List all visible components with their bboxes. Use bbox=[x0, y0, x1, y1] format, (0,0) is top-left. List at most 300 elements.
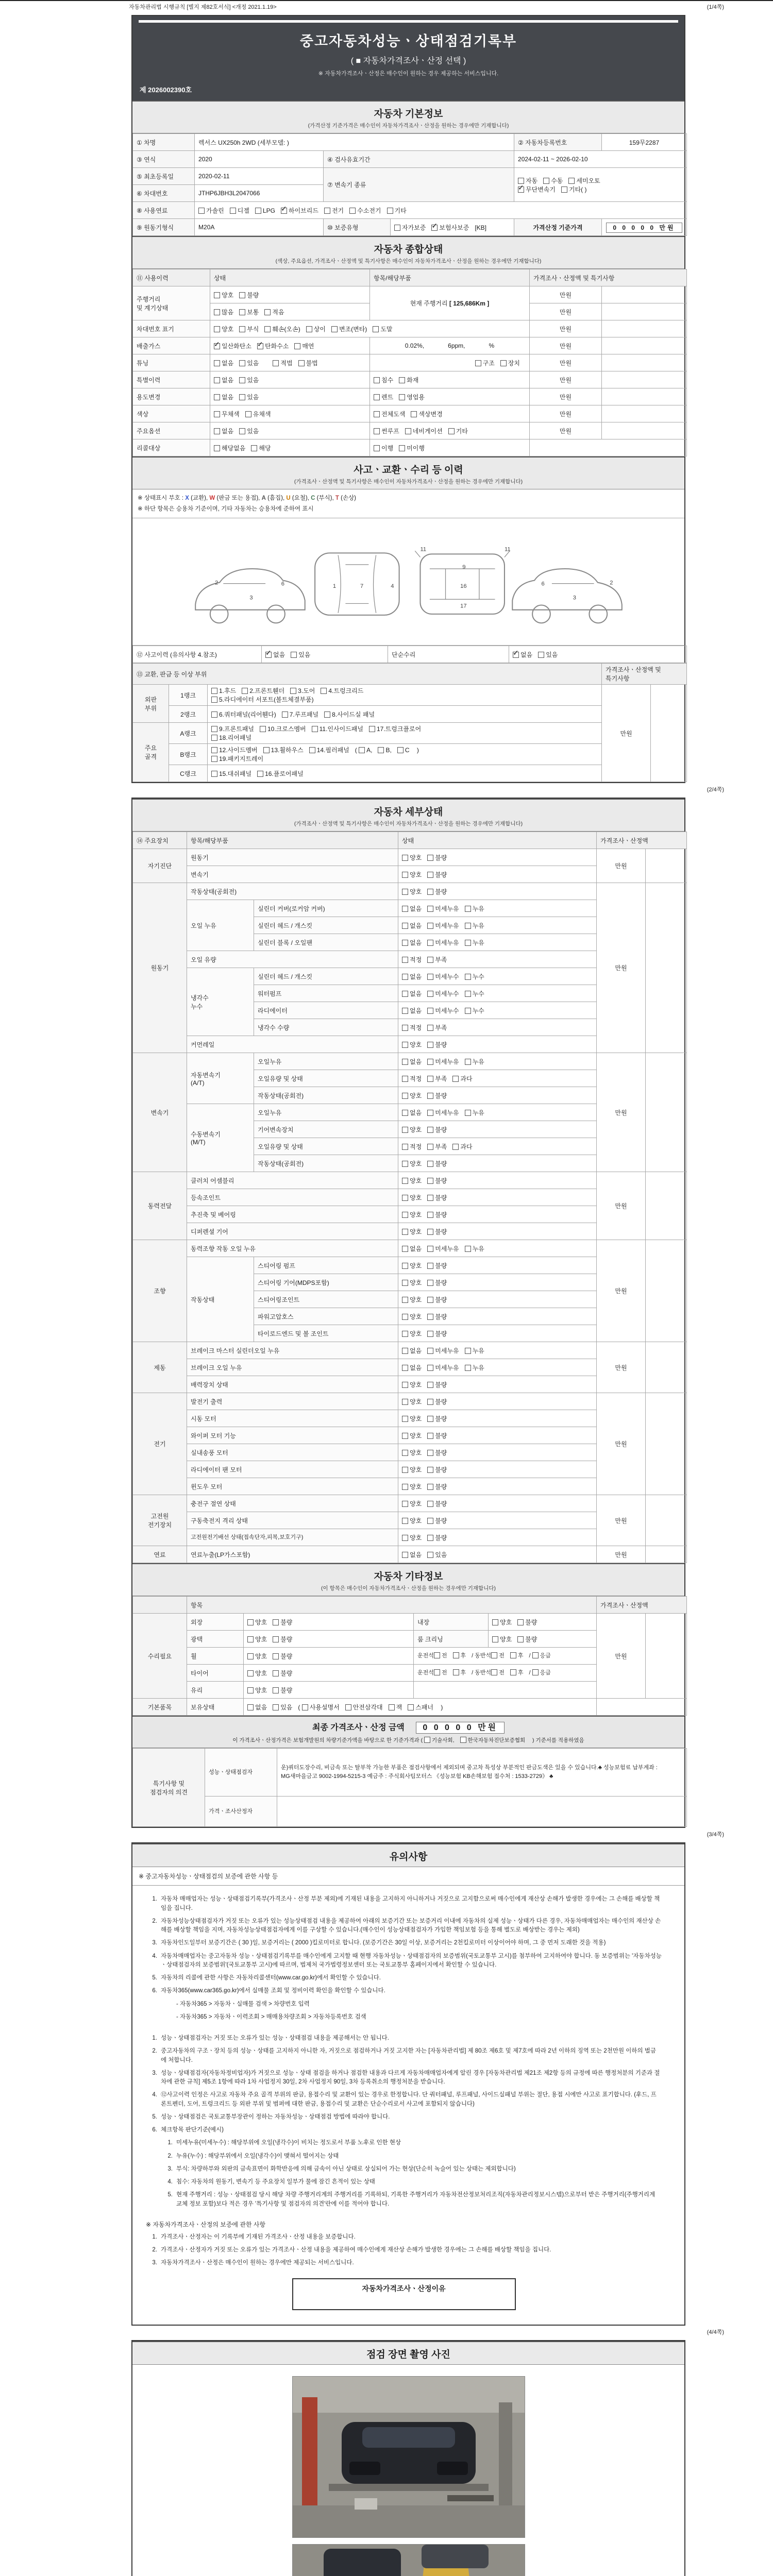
checkbox-10.크로스멤버[interactable]: 10.크로스멤버 bbox=[260, 724, 306, 733]
checkbox-icon[interactable] bbox=[465, 1110, 471, 1116]
checkbox-전체도색[interactable]: 전체도색 bbox=[374, 410, 405, 418]
checkbox-불량[interactable]: 불량 bbox=[517, 1635, 537, 1643]
checkbox-icon[interactable] bbox=[402, 1450, 408, 1456]
checkbox-양호[interactable]: 양호 bbox=[402, 1448, 422, 1457]
checkbox-3.도어[interactable]: 3.도어 bbox=[290, 686, 315, 695]
checkbox-해당[interactable]: 해당 bbox=[251, 444, 271, 452]
checkbox-icon[interactable] bbox=[424, 1737, 430, 1743]
checkbox-icon[interactable] bbox=[402, 1518, 408, 1524]
checkbox-icon[interactable] bbox=[230, 208, 236, 214]
checkbox-icon[interactable] bbox=[568, 178, 575, 184]
checkbox-없음[interactable]: ✓ 없음 bbox=[265, 650, 285, 659]
checkbox-icon[interactable] bbox=[402, 1008, 408, 1014]
checkbox-양호[interactable]: 양호 bbox=[402, 1380, 422, 1389]
checkbox-불량[interactable]: 불량 bbox=[427, 1176, 447, 1185]
checkbox-icon[interactable] bbox=[491, 1669, 497, 1675]
checkbox-훼손(오손)[interactable]: 훼손(오손) bbox=[264, 325, 300, 333]
checkbox-icon[interactable] bbox=[427, 974, 433, 980]
checkbox-미세누수[interactable]: 미세누수 bbox=[427, 972, 459, 981]
checkbox-미세누유[interactable]: 미세누유 bbox=[427, 1363, 459, 1372]
checkbox-icon[interactable] bbox=[402, 974, 408, 980]
checkbox-미세누유[interactable]: 미세누유 bbox=[427, 938, 459, 947]
checkbox-부족[interactable]: 부족 bbox=[427, 1142, 447, 1151]
checkbox-불량[interactable]: 불량 bbox=[427, 1329, 447, 1338]
checkbox-icon[interactable] bbox=[273, 1670, 279, 1676]
checkbox-부족[interactable]: 부족 bbox=[427, 955, 447, 964]
checkbox-없음[interactable]: 없음 bbox=[214, 427, 233, 435]
checkbox-icon[interactable] bbox=[282, 711, 288, 718]
checkbox-icon[interactable] bbox=[561, 187, 567, 193]
checkbox-불량[interactable]: 불량 bbox=[427, 1091, 447, 1100]
checkbox-icon[interactable] bbox=[402, 1110, 408, 1116]
checkbox-전[interactable]: 전 bbox=[491, 1652, 505, 1660]
checkbox-icon[interactable] bbox=[427, 957, 433, 963]
checkbox-불량[interactable]: 불량 bbox=[427, 1516, 447, 1525]
checkbox-색상변경[interactable]: 색상변경 bbox=[411, 410, 442, 418]
checkbox-icon[interactable] bbox=[257, 343, 263, 349]
checkbox-icon[interactable] bbox=[331, 326, 338, 332]
checkbox-icon[interactable] bbox=[402, 991, 408, 997]
checkbox-불량[interactable]: 불량 bbox=[273, 1686, 292, 1694]
checkbox-icon[interactable] bbox=[427, 1212, 433, 1218]
checkbox-화재[interactable]: 화재 bbox=[399, 376, 418, 384]
checkbox-icon[interactable] bbox=[427, 1484, 433, 1490]
checkbox-icon[interactable] bbox=[374, 394, 380, 400]
checkbox-icon[interactable] bbox=[247, 1687, 254, 1693]
checkbox-icon[interactable] bbox=[402, 1076, 408, 1082]
checkbox-부족[interactable]: 부족 bbox=[427, 1023, 447, 1032]
checkbox-icon[interactable] bbox=[427, 1127, 433, 1133]
checkbox-양호[interactable]: 양호 bbox=[402, 1533, 422, 1542]
checkbox-icon[interactable] bbox=[402, 906, 408, 912]
checkbox-icon[interactable] bbox=[306, 326, 312, 332]
checkbox-불량[interactable]: 불량 bbox=[427, 870, 447, 879]
checkbox-icon[interactable] bbox=[427, 923, 433, 929]
checkbox-불량[interactable]: 불량 bbox=[427, 1397, 447, 1406]
checkbox-가솔린[interactable]: 가솔린 bbox=[198, 206, 224, 215]
checkbox-icon[interactable] bbox=[247, 1653, 254, 1659]
checkbox-icon[interactable] bbox=[427, 1416, 433, 1422]
checkbox-침수[interactable]: 침수 bbox=[374, 376, 393, 384]
checkbox-icon[interactable] bbox=[349, 208, 356, 214]
checkbox-icon[interactable] bbox=[369, 726, 375, 732]
checkbox-icon[interactable] bbox=[324, 711, 330, 718]
checkbox-장치[interactable]: 장치 bbox=[500, 359, 520, 367]
checkbox-icon[interactable] bbox=[427, 1246, 433, 1252]
checkbox-도말[interactable]: 도말 bbox=[373, 325, 392, 333]
checkbox-icon[interactable] bbox=[273, 1687, 279, 1693]
checkbox-자가보증[interactable]: 자가보증 bbox=[394, 223, 426, 232]
checkbox-이행[interactable]: 이행 bbox=[374, 444, 393, 452]
checkbox-icon[interactable] bbox=[239, 428, 245, 434]
checkbox-icon[interactable] bbox=[402, 1399, 408, 1405]
checkbox-icon[interactable] bbox=[427, 1178, 433, 1184]
checkbox-미세누유[interactable]: 미세누유 bbox=[427, 1346, 459, 1355]
checkbox-A,[interactable]: A, bbox=[359, 747, 372, 754]
checkbox-없음[interactable]: 없음 bbox=[247, 1703, 267, 1711]
checkbox-icon[interactable] bbox=[239, 360, 245, 366]
checkbox-양호[interactable]: 양호 bbox=[402, 1040, 422, 1049]
checkbox-icon[interactable] bbox=[324, 208, 330, 214]
checkbox-미세누유[interactable]: 미세누유 bbox=[427, 1244, 459, 1253]
checkbox-icon[interactable] bbox=[402, 1535, 408, 1541]
checkbox-양호[interactable]: 양호 bbox=[402, 1176, 422, 1185]
checkbox-icon[interactable] bbox=[264, 326, 271, 332]
checkbox-수동[interactable]: 수동 bbox=[543, 176, 563, 185]
checkbox-없음[interactable]: 없음 bbox=[402, 1057, 422, 1066]
checkbox-icon[interactable] bbox=[239, 394, 245, 400]
checkbox-icon[interactable] bbox=[427, 1518, 433, 1524]
checkbox-icon[interactable] bbox=[427, 1263, 433, 1269]
checkbox-icon[interactable] bbox=[242, 688, 248, 694]
checkbox-C[interactable]: C bbox=[397, 747, 410, 754]
checkbox-불량[interactable]: 불량 bbox=[239, 291, 259, 299]
checkbox-icon[interactable] bbox=[402, 957, 408, 963]
checkbox-후[interactable]: 후 bbox=[453, 1669, 466, 1677]
checkbox-있음[interactable]: 있음 bbox=[291, 650, 310, 659]
checkbox-icon[interactable] bbox=[214, 394, 220, 400]
checkbox-icon[interactable] bbox=[245, 411, 251, 417]
checkbox-12.사이드멤버[interactable]: 12.사이드멤버 bbox=[211, 745, 258, 754]
checkbox-icon[interactable] bbox=[475, 360, 481, 366]
checkbox-6.쿼터패널(리어휀다)[interactable]: 6.쿼터패널(리어휀다) bbox=[211, 710, 276, 719]
checkbox-없음[interactable]: 없음 bbox=[402, 921, 422, 930]
checkbox-icon[interactable] bbox=[434, 1652, 440, 1658]
checkbox-icon[interactable] bbox=[257, 771, 263, 777]
checkbox-누유[interactable]: 누유 bbox=[465, 921, 484, 930]
checkbox-icon[interactable] bbox=[402, 1331, 408, 1337]
checkbox-icon[interactable] bbox=[402, 1314, 408, 1320]
checkbox-양호[interactable]: 양호 bbox=[402, 1397, 422, 1406]
checkbox-누수[interactable]: 누수 bbox=[465, 1006, 484, 1015]
checkbox-미세누유[interactable]: 미세누유 bbox=[427, 904, 459, 913]
checkbox-icon[interactable] bbox=[510, 1669, 516, 1675]
checkbox-icon[interactable] bbox=[345, 1704, 351, 1710]
checkbox-icon[interactable] bbox=[405, 428, 411, 434]
checkbox-1.후드[interactable]: 1.후드 bbox=[211, 686, 236, 695]
checkbox-전[interactable]: 전 bbox=[434, 1652, 447, 1660]
checkbox-보험사보증[interactable]: ✓ 보험사보증 bbox=[431, 223, 469, 232]
checkbox-icon[interactable] bbox=[465, 1008, 471, 1014]
checkbox-icon[interactable] bbox=[273, 1653, 279, 1659]
checkbox-미세누유[interactable]: 미세누유 bbox=[427, 921, 459, 930]
checkbox-13.휠하우스[interactable]: 13.휠하우스 bbox=[263, 745, 304, 754]
checkbox-스패너[interactable]: 스패너 bbox=[408, 1703, 433, 1711]
checkbox-icon[interactable] bbox=[427, 889, 433, 895]
checkbox-icon[interactable] bbox=[427, 1144, 433, 1150]
checkbox-icon[interactable] bbox=[408, 1704, 414, 1710]
checkbox-icon[interactable] bbox=[427, 855, 433, 861]
checkbox-icon[interactable] bbox=[402, 923, 408, 929]
checkbox-icon[interactable] bbox=[374, 411, 380, 417]
checkbox-불량[interactable]: 불량 bbox=[273, 1618, 292, 1626]
checkbox-불량[interactable]: 불량 bbox=[427, 1278, 447, 1287]
checkbox-불량[interactable]: 불량 bbox=[427, 1312, 447, 1321]
checkbox-icon[interactable] bbox=[427, 1433, 433, 1439]
checkbox-icon[interactable] bbox=[402, 1212, 408, 1218]
checkbox-없음[interactable]: 없음 bbox=[214, 376, 233, 384]
checkbox-icon[interactable] bbox=[302, 1704, 308, 1710]
checkbox-icon[interactable] bbox=[309, 747, 315, 753]
checkbox-icon[interactable] bbox=[211, 735, 217, 741]
checkbox-icon[interactable] bbox=[427, 1501, 433, 1507]
checkbox-icon[interactable] bbox=[239, 377, 245, 383]
checkbox-icon[interactable] bbox=[453, 1652, 459, 1658]
checkbox-불량[interactable]: 불량 bbox=[427, 1261, 447, 1270]
checkbox-icon[interactable] bbox=[402, 1263, 408, 1269]
checkbox-icon[interactable] bbox=[402, 1297, 408, 1303]
checkbox-icon[interactable] bbox=[374, 428, 380, 434]
checkbox-후[interactable]: 후 bbox=[510, 1669, 524, 1677]
checkbox-없음[interactable]: 없음 bbox=[402, 938, 422, 947]
checkbox-있음[interactable]: 있음 bbox=[239, 427, 259, 435]
checkbox-불량[interactable]: 불량 bbox=[427, 853, 447, 862]
checkbox-icon[interactable] bbox=[427, 1195, 433, 1201]
checkbox-있음[interactable]: 있음 bbox=[239, 359, 259, 367]
checkbox-불량[interactable]: 불량 bbox=[427, 1159, 447, 1168]
checkbox-미세누유[interactable]: 미세누유 bbox=[427, 1057, 459, 1066]
checkbox-icon[interactable] bbox=[402, 1501, 408, 1507]
checkbox-icon[interactable] bbox=[402, 1552, 408, 1558]
checkbox-icon[interactable] bbox=[453, 1669, 459, 1675]
checkbox-icon[interactable] bbox=[312, 726, 318, 732]
checkbox-icon[interactable] bbox=[402, 1433, 408, 1439]
checkbox-불량[interactable]: 불량 bbox=[427, 1380, 447, 1389]
checkbox-불량[interactable]: 불량 bbox=[427, 1210, 447, 1219]
checkbox-icon[interactable] bbox=[214, 377, 220, 383]
checkbox-icon[interactable] bbox=[427, 1535, 433, 1541]
checkbox-불량[interactable]: 불량 bbox=[273, 1652, 292, 1660]
checkbox-icon[interactable] bbox=[492, 1636, 498, 1642]
checkbox-네비게이션[interactable]: 네비게이션 bbox=[405, 427, 443, 435]
checkbox-icon[interactable] bbox=[402, 1042, 408, 1048]
checkbox-누유[interactable]: 누유 bbox=[465, 1057, 484, 1066]
checkbox-icon[interactable] bbox=[427, 1314, 433, 1320]
checkbox-전기[interactable]: 전기 bbox=[324, 206, 344, 215]
checkbox-icon[interactable] bbox=[402, 1348, 408, 1354]
checkbox-렌트[interactable]: 렌트 bbox=[374, 393, 393, 401]
checkbox-icon[interactable] bbox=[518, 187, 524, 193]
checkbox-icon[interactable] bbox=[291, 652, 297, 658]
checkbox-icon[interactable] bbox=[427, 1467, 433, 1473]
checkbox-양호[interactable]: 양호 bbox=[402, 1193, 422, 1202]
checkbox-icon[interactable] bbox=[211, 756, 217, 762]
checkbox-불량[interactable]: 불량 bbox=[427, 1125, 447, 1134]
checkbox-icon[interactable] bbox=[402, 1467, 408, 1473]
checkbox-icon[interactable] bbox=[402, 1365, 408, 1371]
checkbox-icon[interactable] bbox=[263, 747, 270, 753]
checkbox-18.리어패널[interactable]: 18.리어패널 bbox=[211, 733, 251, 742]
checkbox-icon[interactable] bbox=[211, 771, 217, 777]
checkbox-탄화수소[interactable]: ✓ 탄화수소 bbox=[257, 342, 289, 350]
checkbox-과다[interactable]: 과다 bbox=[452, 1142, 472, 1151]
checkbox-매연[interactable]: 매연 bbox=[294, 342, 314, 350]
checkbox-icon[interactable] bbox=[214, 445, 220, 451]
checkbox-불량[interactable]: 불량 bbox=[273, 1669, 292, 1677]
checkbox-전[interactable]: 전 bbox=[434, 1669, 447, 1677]
checkbox-불량[interactable]: 불량 bbox=[427, 1193, 447, 1202]
checkbox-양호[interactable]: 양호 bbox=[247, 1652, 267, 1660]
checkbox-양호[interactable]: 양호 bbox=[402, 1210, 422, 1219]
checkbox-부식[interactable]: 부식 bbox=[239, 325, 259, 333]
checkbox-icon[interactable] bbox=[239, 309, 245, 315]
checkbox-icon[interactable] bbox=[399, 394, 405, 400]
checkbox-양호[interactable]: 양호 bbox=[214, 325, 233, 333]
checkbox-없음[interactable]: 없음 bbox=[214, 393, 233, 401]
checkbox-icon[interactable] bbox=[211, 711, 217, 718]
checkbox-icon[interactable] bbox=[214, 428, 220, 434]
checkbox-icon[interactable] bbox=[402, 1093, 408, 1099]
checkbox-적음[interactable]: 적음 bbox=[264, 308, 284, 316]
checkbox-icon[interactable] bbox=[247, 1636, 254, 1642]
checkbox-icon[interactable] bbox=[402, 855, 408, 861]
checkbox-누수[interactable]: 누수 bbox=[465, 972, 484, 981]
checkbox-누유[interactable]: 누유 bbox=[465, 1363, 484, 1372]
checkbox-icon[interactable] bbox=[264, 309, 271, 315]
checkbox-없음[interactable]: 없음 bbox=[214, 359, 233, 367]
checkbox-적정[interactable]: 적정 bbox=[402, 955, 422, 964]
checkbox-응급[interactable]: 응급 bbox=[532, 1652, 551, 1660]
checkbox-icon[interactable] bbox=[394, 225, 400, 231]
checkbox-기타[interactable]: 기타 bbox=[448, 427, 468, 435]
checkbox-icon[interactable] bbox=[452, 1144, 459, 1150]
checkbox-icon[interactable] bbox=[431, 225, 438, 231]
checkbox-icon[interactable] bbox=[402, 1127, 408, 1133]
checkbox-과다[interactable]: 과다 bbox=[452, 1074, 472, 1083]
checkbox-양호[interactable]: 양호 bbox=[402, 1414, 422, 1423]
checkbox-icon[interactable] bbox=[402, 872, 408, 878]
checkbox-icon[interactable] bbox=[387, 208, 393, 214]
checkbox-icon[interactable] bbox=[402, 1025, 408, 1031]
checkbox-무단변속기[interactable]: ✓무단변속기 bbox=[518, 185, 556, 194]
checkbox-15.대쉬패널[interactable]: 15.대쉬패널 bbox=[211, 769, 251, 778]
checkbox-icon[interactable] bbox=[294, 343, 300, 349]
checkbox-9.프론트패널[interactable]: 9.프론트패널 bbox=[211, 724, 254, 733]
checkbox-5.라디에이터 서포트(볼트체결부품)[interactable]: 5.라디에이터 서포트(볼트체결부품) bbox=[211, 695, 314, 704]
checkbox-적정[interactable]: 적정 bbox=[402, 1074, 422, 1083]
checkbox-icon[interactable] bbox=[427, 1093, 433, 1099]
checkbox-icon[interactable] bbox=[251, 445, 257, 451]
checkbox-불량[interactable]: 불량 bbox=[273, 1635, 292, 1643]
checkbox-icon[interactable] bbox=[247, 1704, 254, 1710]
checkbox-icon[interactable] bbox=[427, 1059, 433, 1065]
checkbox-icon[interactable] bbox=[298, 360, 305, 366]
checkbox-양호[interactable]: 양호 bbox=[402, 870, 422, 879]
checkbox-불량[interactable]: 불량 bbox=[427, 1533, 447, 1542]
checkbox-icon[interactable] bbox=[402, 1161, 408, 1167]
checkbox-자동[interactable]: 자동 bbox=[518, 176, 537, 185]
checkbox-icon[interactable] bbox=[281, 208, 287, 214]
checkbox-icon[interactable] bbox=[427, 1110, 433, 1116]
checkbox-icon[interactable] bbox=[513, 652, 519, 658]
checkbox-양호[interactable]: 양호 bbox=[247, 1669, 267, 1677]
checkbox-없음[interactable]: 없음 bbox=[402, 1006, 422, 1015]
checkbox-미세누수[interactable]: 미세누수 bbox=[427, 989, 459, 998]
checkbox-icon[interactable] bbox=[517, 1636, 524, 1642]
checkbox-없음[interactable]: 없음 bbox=[402, 989, 422, 998]
checkbox-icon[interactable] bbox=[427, 1042, 433, 1048]
checkbox-icon[interactable] bbox=[399, 445, 405, 451]
checkbox-없음[interactable]: 없음 bbox=[402, 1108, 422, 1117]
checkbox-icon[interactable] bbox=[427, 940, 433, 946]
checkbox-icon[interactable] bbox=[427, 1365, 433, 1371]
checkbox-불량[interactable]: 불량 bbox=[427, 1465, 447, 1474]
checkbox-icon[interactable] bbox=[491, 1652, 497, 1658]
checkbox-구조[interactable]: 구조 bbox=[475, 359, 495, 367]
checkbox-icon[interactable] bbox=[465, 1365, 471, 1371]
checkbox-LPG[interactable]: LPG bbox=[255, 207, 275, 214]
checkbox-보통[interactable]: 보통 bbox=[239, 308, 259, 316]
checkbox-불량[interactable]: 불량 bbox=[427, 1295, 447, 1304]
checkbox-양호[interactable]: 양호 bbox=[402, 1516, 422, 1525]
checkbox-불법[interactable]: 불법 bbox=[298, 359, 318, 367]
checkbox-icon[interactable] bbox=[427, 1331, 433, 1337]
checkbox-icon[interactable] bbox=[465, 906, 471, 912]
checkbox-양호[interactable]: 양호 bbox=[247, 1635, 267, 1643]
checkbox-icon[interactable] bbox=[239, 326, 245, 332]
checkbox-후[interactable]: 후 bbox=[510, 1652, 524, 1660]
checkbox-2.프론트휀더[interactable]: 2.프론트휀더 bbox=[242, 686, 284, 695]
checkbox-icon[interactable] bbox=[273, 360, 279, 366]
checkbox-icon[interactable] bbox=[273, 1704, 279, 1710]
checkbox-icon[interactable] bbox=[465, 991, 471, 997]
checkbox-디젤[interactable]: 디젤 bbox=[230, 206, 249, 215]
checkbox-상이[interactable]: 상이 bbox=[306, 325, 326, 333]
checkbox-미세누유[interactable]: 미세누유 bbox=[427, 1108, 459, 1117]
checkbox-icon[interactable] bbox=[427, 1280, 433, 1286]
checkbox-양호[interactable]: 양호 bbox=[402, 1159, 422, 1168]
checkbox-전[interactable]: 전 bbox=[491, 1669, 505, 1677]
checkbox-icon[interactable] bbox=[402, 1195, 408, 1201]
checkbox-기타[interactable]: 기타 bbox=[387, 206, 407, 215]
checkbox-불량[interactable]: 불량 bbox=[427, 1431, 447, 1440]
checkbox-icon[interactable] bbox=[402, 1059, 408, 1065]
checkbox-icon[interactable] bbox=[427, 1008, 433, 1014]
checkbox-icon[interactable] bbox=[255, 208, 261, 214]
checkbox-양호[interactable]: 양호 bbox=[402, 1278, 422, 1287]
checkbox-icon[interactable] bbox=[448, 428, 455, 434]
checkbox-icon[interactable] bbox=[402, 940, 408, 946]
checkbox-있음[interactable]: 있음 bbox=[273, 1703, 292, 1711]
checkbox-변조(변타)[interactable]: 변조(변타) bbox=[331, 325, 367, 333]
checkbox-icon[interactable] bbox=[273, 1619, 279, 1625]
checkbox-icon[interactable] bbox=[402, 889, 408, 895]
checkbox-icon[interactable] bbox=[378, 747, 384, 753]
checkbox-11.인사이드패널[interactable]: 11.인사이드패널 bbox=[312, 724, 363, 733]
checkbox-양호[interactable]: 양호 bbox=[402, 1227, 422, 1236]
checkbox-7.루프패널[interactable]: 7.루프패널 bbox=[282, 710, 318, 719]
checkbox-적정[interactable]: 적정 bbox=[402, 1142, 422, 1151]
checkbox-양호[interactable]: 양호 bbox=[402, 1295, 422, 1304]
checkbox-양호[interactable]: 양호 bbox=[402, 1329, 422, 1338]
checkbox-icon[interactable] bbox=[211, 688, 217, 694]
checkbox-기타( )[interactable]: 기타( ) bbox=[561, 185, 587, 194]
checkbox-양호[interactable]: 양호 bbox=[492, 1635, 512, 1643]
checkbox-icon[interactable] bbox=[465, 923, 471, 929]
checkbox-무채색[interactable]: 무채색 bbox=[214, 410, 240, 418]
checkbox-불량[interactable]: 불량 bbox=[517, 1618, 537, 1626]
checkbox-누유[interactable]: 누유 bbox=[465, 1346, 484, 1355]
checkbox-8.사이드실 패널[interactable]: 8.사이드실 패널 bbox=[324, 710, 375, 719]
checkbox-수소전기[interactable]: 수소전기 bbox=[349, 206, 381, 215]
checkbox-icon[interactable] bbox=[427, 1450, 433, 1456]
checkbox-icon[interactable] bbox=[214, 411, 220, 417]
checkbox-많음[interactable]: 많음 bbox=[214, 308, 233, 316]
checkbox-기술사회,[interactable]: 기술사회, bbox=[424, 1736, 455, 1744]
checkbox-icon[interactable] bbox=[214, 326, 220, 332]
checkbox-icon[interactable] bbox=[214, 309, 220, 315]
checkbox-없음[interactable]: ✓ 없음 bbox=[513, 650, 532, 659]
